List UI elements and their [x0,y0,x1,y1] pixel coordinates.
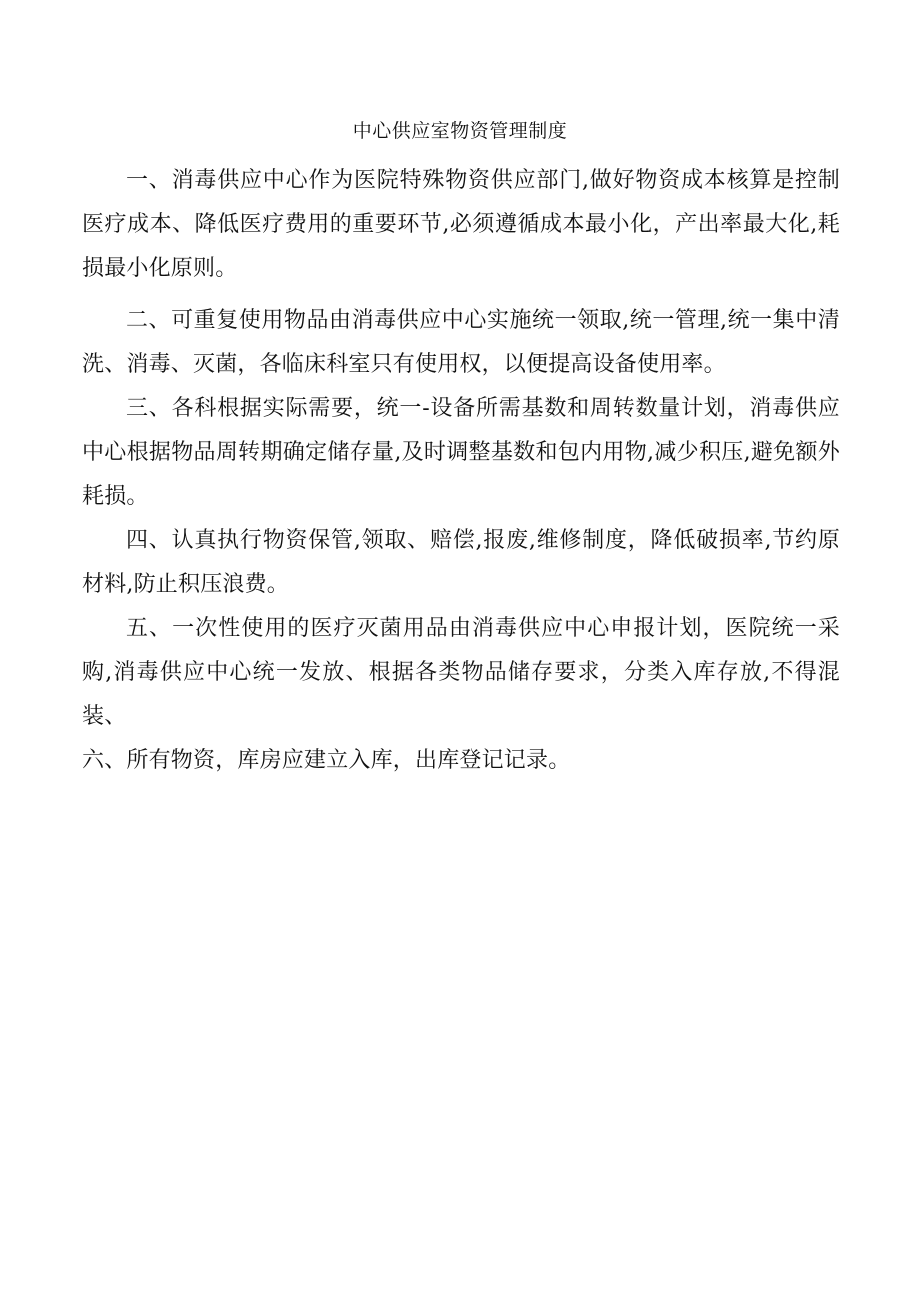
paragraph-6: 六、所有物资，库房应建立入库，出库登记记录。 [82,748,571,773]
paragraph-2: 二、可重复使用物品由消毒供应中心实施统一领取,统一管理,统一集中清洗、消毒、灭菌，各临床科室只有使用权，以便提高设备使用率。 [82,308,840,377]
document-body [82,159,840,783]
paragraph-1: 一、消毒供应中心作为医院特殊物资供应部门,做好物资成本核算是控制医疗成本、降低医疗费用的重要环节,必须遵循成本最小化，产出率最大化,耗损最小化原则。 [82,168,840,281]
paragraph-5: 五、一次性使用的医疗灭菌用品由消毒供应中心申报计划，医院统一采购,消毒供应中心统一发放、根据各类物品储存要求，分类入库存放,不得混装、 [82,616,840,729]
document-title: 中心供应室物资管理制度 [352,120,568,142]
paragraph-4: 四、认真执行物资保管,领取、赔偿,报废,维修制度，降低破损率,节约原材料,防止积压浪费。 [82,528,840,597]
paragraph-3: 三、各科根据实际需要，统一-设备所需基数和周转数量计划，消毒供应中心根据物品周转期确定储存量,及时调整基数和包内用物,减少积压,避免额外耗损。 [82,396,840,509]
